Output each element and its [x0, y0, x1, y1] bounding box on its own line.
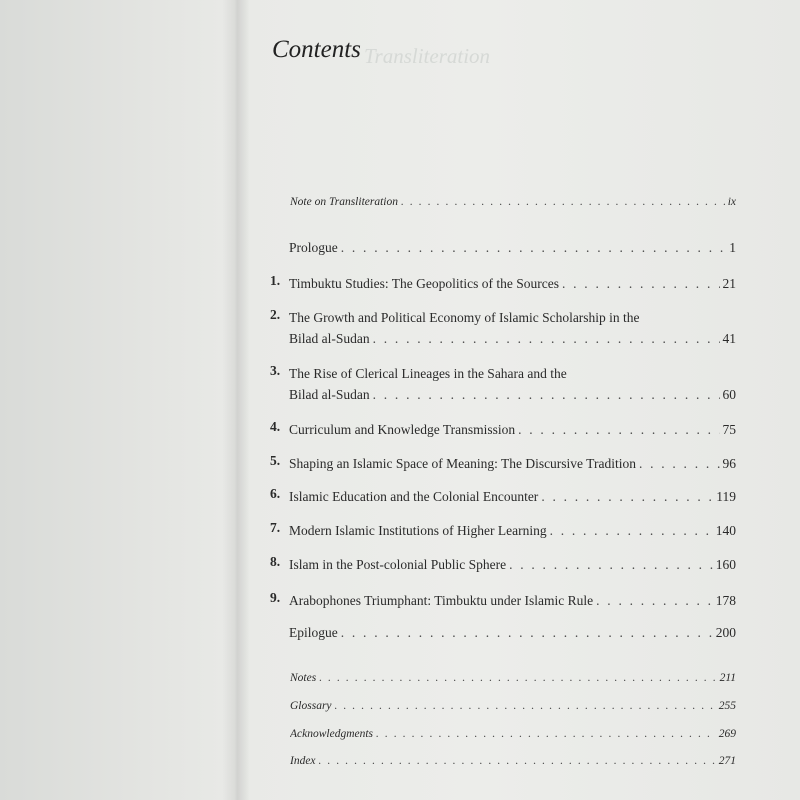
toc-entry-page: 96 [722, 456, 736, 471]
toc-entry-title: Modern Islamic Institutions of Higher Learning [289, 523, 547, 538]
toc-entry-title-line-1: The Rise of Clerical Lineages in the Sahara and the [289, 366, 567, 381]
toc-entry-acknowledgments [290, 725, 736, 743]
leader-dots [373, 328, 720, 349]
toc-entry-title: Timbuktu Studies: The Geopolitics of the Sources [289, 276, 559, 291]
toc-entry-page: 75 [722, 422, 736, 437]
toc-entry-title-line-2: Bilad al-Sudan [289, 331, 370, 346]
show-through-text: Transliteration [364, 44, 491, 68]
toc-entry-page: 21 [722, 276, 736, 291]
chapter-number: 2. [270, 307, 281, 322]
toc-entry-page: 178 [715, 593, 736, 608]
leader-dots [541, 486, 713, 507]
toc-entry-notes [290, 669, 736, 687]
toc-entry-title: Epilogue [289, 625, 338, 640]
toc-entry-page: 41 [722, 331, 736, 346]
toc-entry-index [290, 752, 736, 770]
leader-dots [341, 622, 713, 643]
chapter-number: 6. [270, 486, 281, 501]
toc-entry-chapter-6 [270, 486, 736, 507]
leader-dots [518, 419, 719, 440]
toc-entry-prologue [270, 237, 736, 258]
chapter-number: 5. [270, 453, 281, 468]
toc-entry-title: Glossary [290, 700, 332, 712]
toc-entry-title: Index [290, 755, 316, 767]
toc-entry-title-line-1: The Growth and Political Economy of Islamic Scholarship in the [289, 310, 640, 325]
leader-dots [509, 554, 713, 575]
toc-entry-page: 269 [718, 728, 736, 740]
toc-entry-title: Islamic Education and the Colonial Encounter [289, 489, 539, 504]
chapter-number: 1. [270, 273, 281, 288]
chapter-number: 9. [270, 590, 281, 605]
toc-entry-page: 140 [715, 523, 736, 538]
leader-dots [562, 273, 720, 294]
toc-entry-chapter-5 [270, 453, 736, 474]
toc-entry-chapter-3 [270, 363, 736, 405]
leader-dots [639, 453, 720, 474]
toc-entry-glossary [290, 697, 736, 715]
toc-entry-title: Note on Transliteration [290, 196, 398, 208]
leader-dots [335, 697, 716, 715]
toc-entry-title: Acknowledgments [290, 728, 374, 740]
leader-dots [319, 752, 716, 770]
chapter-number: 7. [270, 520, 281, 535]
chapter-number: 3. [270, 363, 281, 378]
toc-entry-chapter-2 [270, 307, 736, 349]
toc-entry-title: Islam in the Post-colonial Public Sphere [289, 557, 507, 572]
toc-entry-page: 1 [729, 240, 736, 255]
chapter-number: 4. [270, 419, 281, 434]
chapter-number: 8. [270, 554, 281, 569]
toc-entry-title: Prologue [289, 240, 338, 255]
leader-dots [596, 590, 713, 611]
toc-entry-page: 160 [715, 557, 736, 572]
toc-entry-title: Curriculum and Knowledge Transmission [289, 422, 516, 437]
toc-entry-note [290, 193, 736, 211]
toc-entry-title-line-2: Bilad al-Sudan [289, 387, 370, 402]
toc-entry-epilogue [270, 622, 736, 643]
toc-entry-chapter-1 [270, 273, 736, 294]
toc-entry-page: 255 [718, 700, 736, 712]
toc-entry-page: 211 [719, 672, 736, 684]
toc-entry-page: 119 [716, 489, 736, 504]
toc-entry-title: Notes [290, 672, 317, 684]
toc-entry-page: 271 [718, 755, 736, 767]
leader-dots [341, 237, 727, 258]
leader-dots [550, 520, 713, 541]
toc-entry-chapter-7 [270, 520, 736, 541]
toc-entry-page: 200 [715, 625, 736, 640]
toc-entry-page: 60 [722, 387, 736, 402]
toc-entry-chapter-4 [270, 419, 736, 440]
leader-dots [401, 193, 725, 211]
toc-entry-chapter-9 [270, 590, 736, 611]
leader-dots [319, 669, 716, 687]
leader-dots [373, 384, 720, 405]
page-title: Contents [272, 36, 361, 63]
toc-entry-title: Shaping an Islamic Space of Meaning: The Discursive Tradition [289, 456, 636, 471]
toc-entry-chapter-8 [270, 554, 736, 575]
toc-entry-title: Arabophones Triumphant: Timbuktu under Islamic Rule [289, 593, 594, 608]
toc-entry-page: ix [727, 196, 736, 208]
leader-dots [376, 725, 716, 743]
